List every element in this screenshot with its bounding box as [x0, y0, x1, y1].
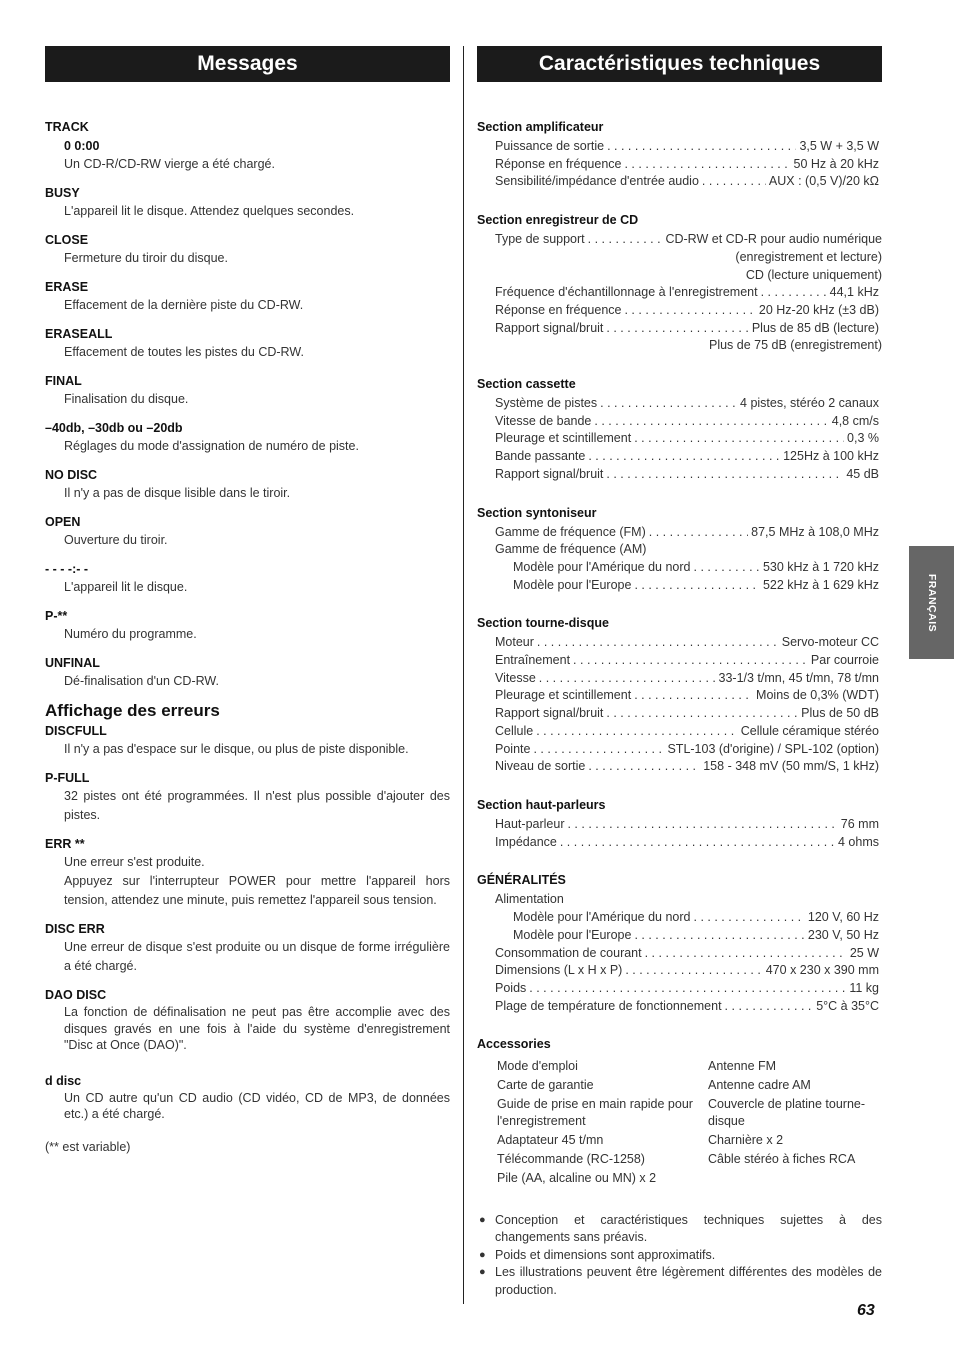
spec-row: Gamme de fréquence (FM) . . . 87,5 MHz à 108,0 MHz [477, 524, 882, 542]
note-bullet: ● Les illustrations peuvent être légèrement différentes des modèles de production. [477, 1264, 882, 1299]
error-desc: Une erreur s'est produite. [64, 855, 205, 869]
variable-note: (** est variable) [45, 1139, 131, 1154]
section-title: Section amplificateur [477, 120, 604, 134]
spec-continuation: CD (lecture uniquement) [745, 267, 882, 282]
error-term: DAO DISC [45, 988, 107, 1002]
error-desc: Il n'y a pas d'espace sur le disque, ou plus de piste disponible. [64, 742, 409, 756]
accessories-list [477, 1058, 882, 1188]
note-bullet: ● Conception et caractéristiques techniques sujettes à des changements sans préavis. [477, 1212, 882, 1247]
message-desc: Il n'y a pas de disque lisible dans le tiroir. [64, 486, 291, 500]
message-term: –40db, –30db ou –20db [45, 421, 183, 435]
specs-header: Caractéristiques techniques [477, 46, 882, 82]
section-title: Section tourne-disque [477, 616, 609, 631]
error-term: d disc [45, 1073, 82, 1088]
message-term: TRACK [45, 120, 89, 134]
accessory-item: Carte de garantie [497, 1078, 594, 1093]
message-term: ERASE [45, 280, 89, 294]
message-desc: Un CD-R/CD-RW vierge a été chargé. [64, 157, 275, 171]
spec-row: Poids . . . 11 kg [477, 980, 882, 998]
note-bullet: ● Poids et dimensions sont approximatifs. [477, 1247, 882, 1265]
message-desc: Ouverture du tiroir. [64, 533, 168, 547]
spec-row: Plage de température de fonctionnement . . . 5°C à 35°C [477, 998, 882, 1016]
accessory-item: Pile (AA, alcaline ou MN) x 2 [497, 1170, 657, 1185]
error-desc: La fonction de définalisation ne peut pas être accomplie avec des disques gravés en une fois à l'aide du système d'enregistrement "Disc at Once (DAO)". [64, 1005, 450, 1052]
section-title: Accessories [477, 1037, 551, 1052]
message-desc: Finalisation du disque. [64, 392, 189, 406]
section-title: Section enregistreur de CD [477, 213, 639, 228]
spec-label: Alimentation [495, 892, 564, 907]
message-desc: Réglages du mode d'assignation de numéro de piste. [64, 439, 359, 453]
language-tab-label: FRANÇAIS [925, 573, 938, 632]
message-term: CLOSE [45, 233, 89, 247]
spec-row: Rapport signal/bruit . . . 45 dB [477, 466, 882, 484]
message-term: FINAL [45, 374, 82, 388]
spec-row: Rapport signal/bruit . . . Plus de 85 dB (lecture) [477, 320, 882, 338]
message-term: NO DISC [45, 468, 98, 482]
accessory-item: Charnière x 2 [708, 1133, 784, 1148]
spec-row: Modèle pour l'Amérique du nord . . . 120 V, 60 Hz [477, 909, 882, 927]
accessory-item: Couvercle de platine tourne-disque [708, 1096, 866, 1129]
spec-row: Entraînement . . . Par courroie [477, 652, 882, 670]
spec-label: Gamme de fréquence (AM) [495, 542, 647, 557]
error-term: DISC ERR [45, 922, 105, 936]
message-term: - - - -:- - [45, 562, 89, 576]
spec-row: Pleurage et scintillement . . . 0,3 % [477, 430, 882, 448]
messages-header: Messages [45, 46, 450, 82]
spec-row: Cellule . . . Cellule céramique stéréo [477, 723, 882, 741]
column-divider [463, 46, 464, 1304]
page-number: 63 [857, 1302, 875, 1319]
accessory-item: Télécommande (RC-1258) [497, 1152, 645, 1166]
accessory-item [708, 1170, 898, 1188]
spec-row: Bande passante . . . 125Hz à 100 kHz [477, 448, 882, 466]
error-desc-extra: Appuyez sur l'interrupteur POWER pour mettre l'appareil hors tension, attendez une minute, puis remettez l'appareil sous tension. [64, 874, 450, 907]
spec-row: Haut-parleur . . . 76 mm [477, 816, 882, 834]
message-desc: Dé-finalisation d'un CD-RW. [64, 674, 219, 688]
message-term: UNFINAL [45, 656, 100, 670]
message-desc: Effacement de toutes les pistes du CD-RW. [64, 345, 304, 359]
spec-continuation: Plus de 75 dB (enregistrement) [708, 338, 882, 353]
accessory-item: Antenne FM [708, 1059, 777, 1074]
spec-row: Type de support . . . CD-RW et CD-R pour audio numérique [477, 231, 882, 249]
spec-row: Moteur . . . Servo-moteur CC [477, 634, 882, 652]
accessory-item: Guide de prise en main rapide pour l'enregistrement [497, 1096, 693, 1129]
section-title: GÉNÉRALITÉS [477, 873, 566, 888]
spec-row: Rapport signal/bruit . . . Plus de 50 dB [477, 705, 882, 723]
message-term: OPEN [45, 515, 81, 529]
errors-title: Affichage des erreurs [45, 701, 220, 720]
spec-row: Modèle pour l'Europe . . . 230 V, 50 Hz [477, 927, 882, 945]
spec-row: Modèle pour l'Amérique du nord . . . 530 kHz à 1 720 kHz [477, 559, 882, 577]
message-term: BUSY [45, 186, 80, 200]
message-term: P-** [45, 609, 68, 623]
spec-row: Niveau de sortie . . . 158 - 348 mV (50 mm/S, 1 kHz) [477, 758, 882, 776]
accessory-item: Câble stéréo à fiches RCA [708, 1152, 856, 1166]
spec-row: Puissance de sortie . . . 3,5 W + 3,5 W [477, 138, 882, 156]
message-desc: Effacement de la dernière piste du CD-RW. [64, 298, 304, 312]
spec-row: Vitesse . . . 33-1/3 t/mn, 45 t/mn, 78 t/mn [477, 670, 882, 688]
message-desc: L'appareil lit le disque. Attendez quelques secondes. [64, 204, 355, 218]
accessory-item: Adaptateur 45 t/mn [497, 1133, 604, 1148]
section-title: Section syntoniseur [477, 505, 597, 520]
error-desc: Un CD autre qu'un CD audio (CD vidéo, CD de MP3, de données etc.) a été chargé. [64, 1090, 450, 1121]
error-term: P-FULL [45, 771, 90, 785]
section-title: Section haut-parleurs [477, 797, 606, 812]
spec-row: Pleurage et scintillement . . . Moins de 0,3% (WDT) [477, 687, 882, 705]
error-term: ERR ** [45, 837, 85, 851]
spec-row: Modèle pour l'Europe . . . 522 kHz à 1 629 kHz [477, 577, 882, 595]
message-desc: L'appareil lit le disque. [64, 580, 188, 594]
error-desc: Une erreur de disque s'est produite ou un disque de forme irrégulière a été chargé. [64, 940, 450, 973]
spec-row: Fréquence d'échantillonnage à l'enregistrement . . . 44,1 kHz [477, 284, 882, 302]
spec-row: Consommation de courant . . . 25 W [477, 945, 882, 963]
accessory-item: Mode d'emploi [497, 1059, 578, 1074]
spec-row: Vitesse de bande . . . 4,8 cm/s [477, 413, 882, 431]
specs-column [477, 118, 882, 1299]
section-title: Section cassette [477, 377, 576, 392]
error-desc: 32 pistes ont été programmées. Il n'est plus possible d'ajouter des pistes. [64, 789, 450, 822]
spec-row: Réponse en fréquence . . . 50 Hz à 20 kHz [477, 156, 882, 174]
spec-row: Réponse en fréquence . . . 20 Hz-20 kHz (±3 dB) [477, 302, 882, 320]
spec-row: Pointe . . . STL-103 (d'origine) / SPL-102 (option) [477, 741, 882, 759]
message-desc: Numéro du programme. [64, 627, 197, 641]
accessory-item: Antenne cadre AM [708, 1078, 811, 1093]
messages-column [45, 118, 450, 1154]
spec-row: Sensibilité/impédance d'entrée audio . . . AUX : (0,5 V)/20 kΩ [477, 173, 882, 191]
message-desc: Fermeture du tiroir du disque. [64, 251, 228, 265]
message-subterm: 0 0:00 [64, 139, 100, 153]
spec-continuation: (enregistrement et lecture) [735, 249, 882, 264]
spec-row: Dimensions (L x H x P) . . . 470 x 230 x 390 mm [477, 962, 882, 980]
language-tab [909, 546, 954, 659]
spec-row: Système de pistes . . . 4 pistes, stéréo 2 canaux [477, 395, 882, 413]
spec-row: Impédance . . . 4 ohms [477, 834, 882, 852]
message-term: ERASEALL [45, 327, 113, 341]
error-term: DISCFULL [45, 724, 107, 738]
